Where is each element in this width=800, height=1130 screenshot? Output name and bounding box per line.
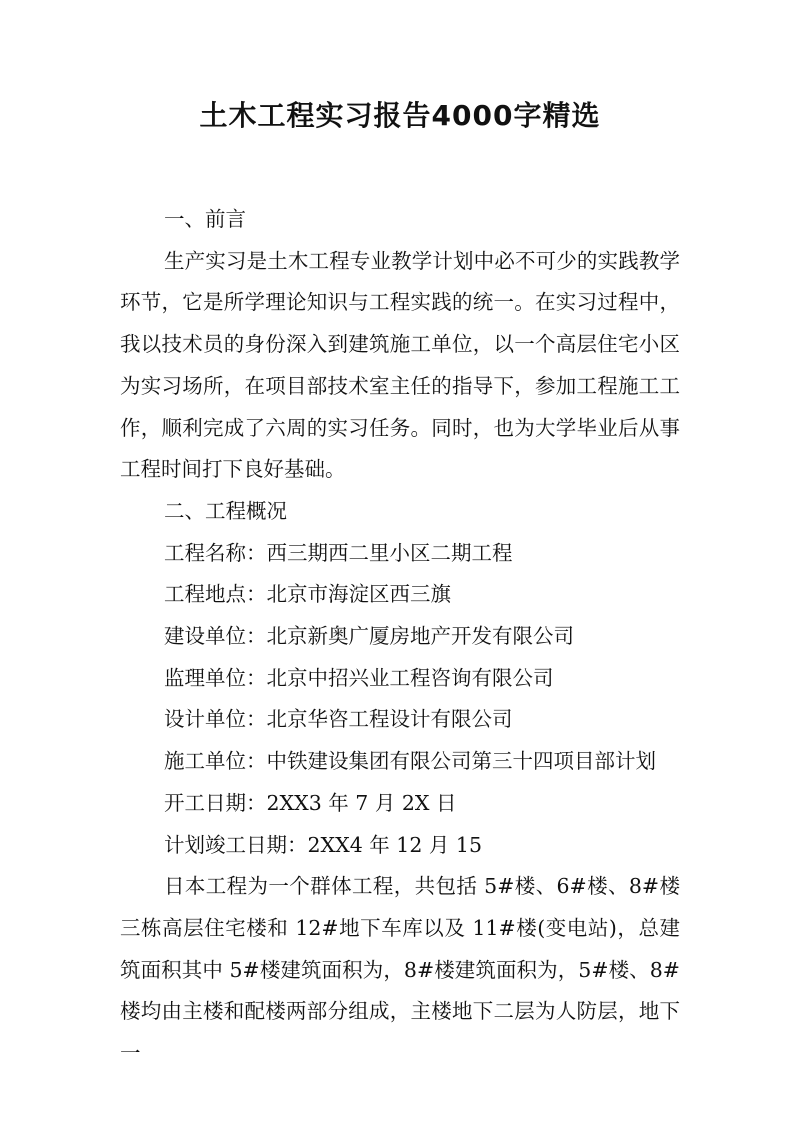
section-heading-project-overview: 二、工程概况 xyxy=(164,498,287,523)
project-description-paragraph: 日本工程为一个群体工程，共包括 5#楼、6#楼、8#楼三栋高层住宅楼和 12#地下车库以及 11#楼(变电站)，总建筑面积其中 5#楼建筑面积为，8#楼建筑面积为，5#楼、8#楼均由主楼和配楼两部分组成，主楼地下二层为人防层，地下一 xyxy=(120,874,680,1066)
supervisor-line: 监理单位：北京中招兴业工程咨询有限公司 xyxy=(164,665,554,690)
project-location-line: 工程地点：北京市海淀区西三旗 xyxy=(164,582,451,607)
client-line: 建设单位：北京新奥广厦房地产开发有限公司 xyxy=(164,624,574,649)
contractor-line: 施工单位：中铁建设集团有限公司第三十四项目部计划 xyxy=(164,749,656,774)
start-date-line: 开工日期：2XX3 年 7 月 2X 日 xyxy=(164,790,457,815)
document-body xyxy=(120,199,680,1075)
project-name-line: 工程名称：西三期西二里小区二期工程 xyxy=(164,540,513,565)
section-heading-preface: 一、前言 xyxy=(164,207,246,231)
preface-paragraph: 生产实习是土木工程专业教学计划中必不可少的实践教学环节，它是所学理论知识与工程实践的统一。在实习过程中，我以技术员的身份深入到建筑施工单位，以一个高层住宅小区为实习场所，在项目部技术室主任的指导下，参加工程施工工作，顺利完成了六周的实习任务。同时，也为大学毕业后从事工程时间打下良好基础。 xyxy=(120,248,680,482)
completion-date-line: 计划竣工日期：2XX4 年 12 月 15 xyxy=(164,832,483,857)
designer-line: 设计单位：北京华咨工程设计有限公司 xyxy=(164,707,513,732)
document-title: 土木工程实习报告4000字精选 xyxy=(199,99,601,132)
